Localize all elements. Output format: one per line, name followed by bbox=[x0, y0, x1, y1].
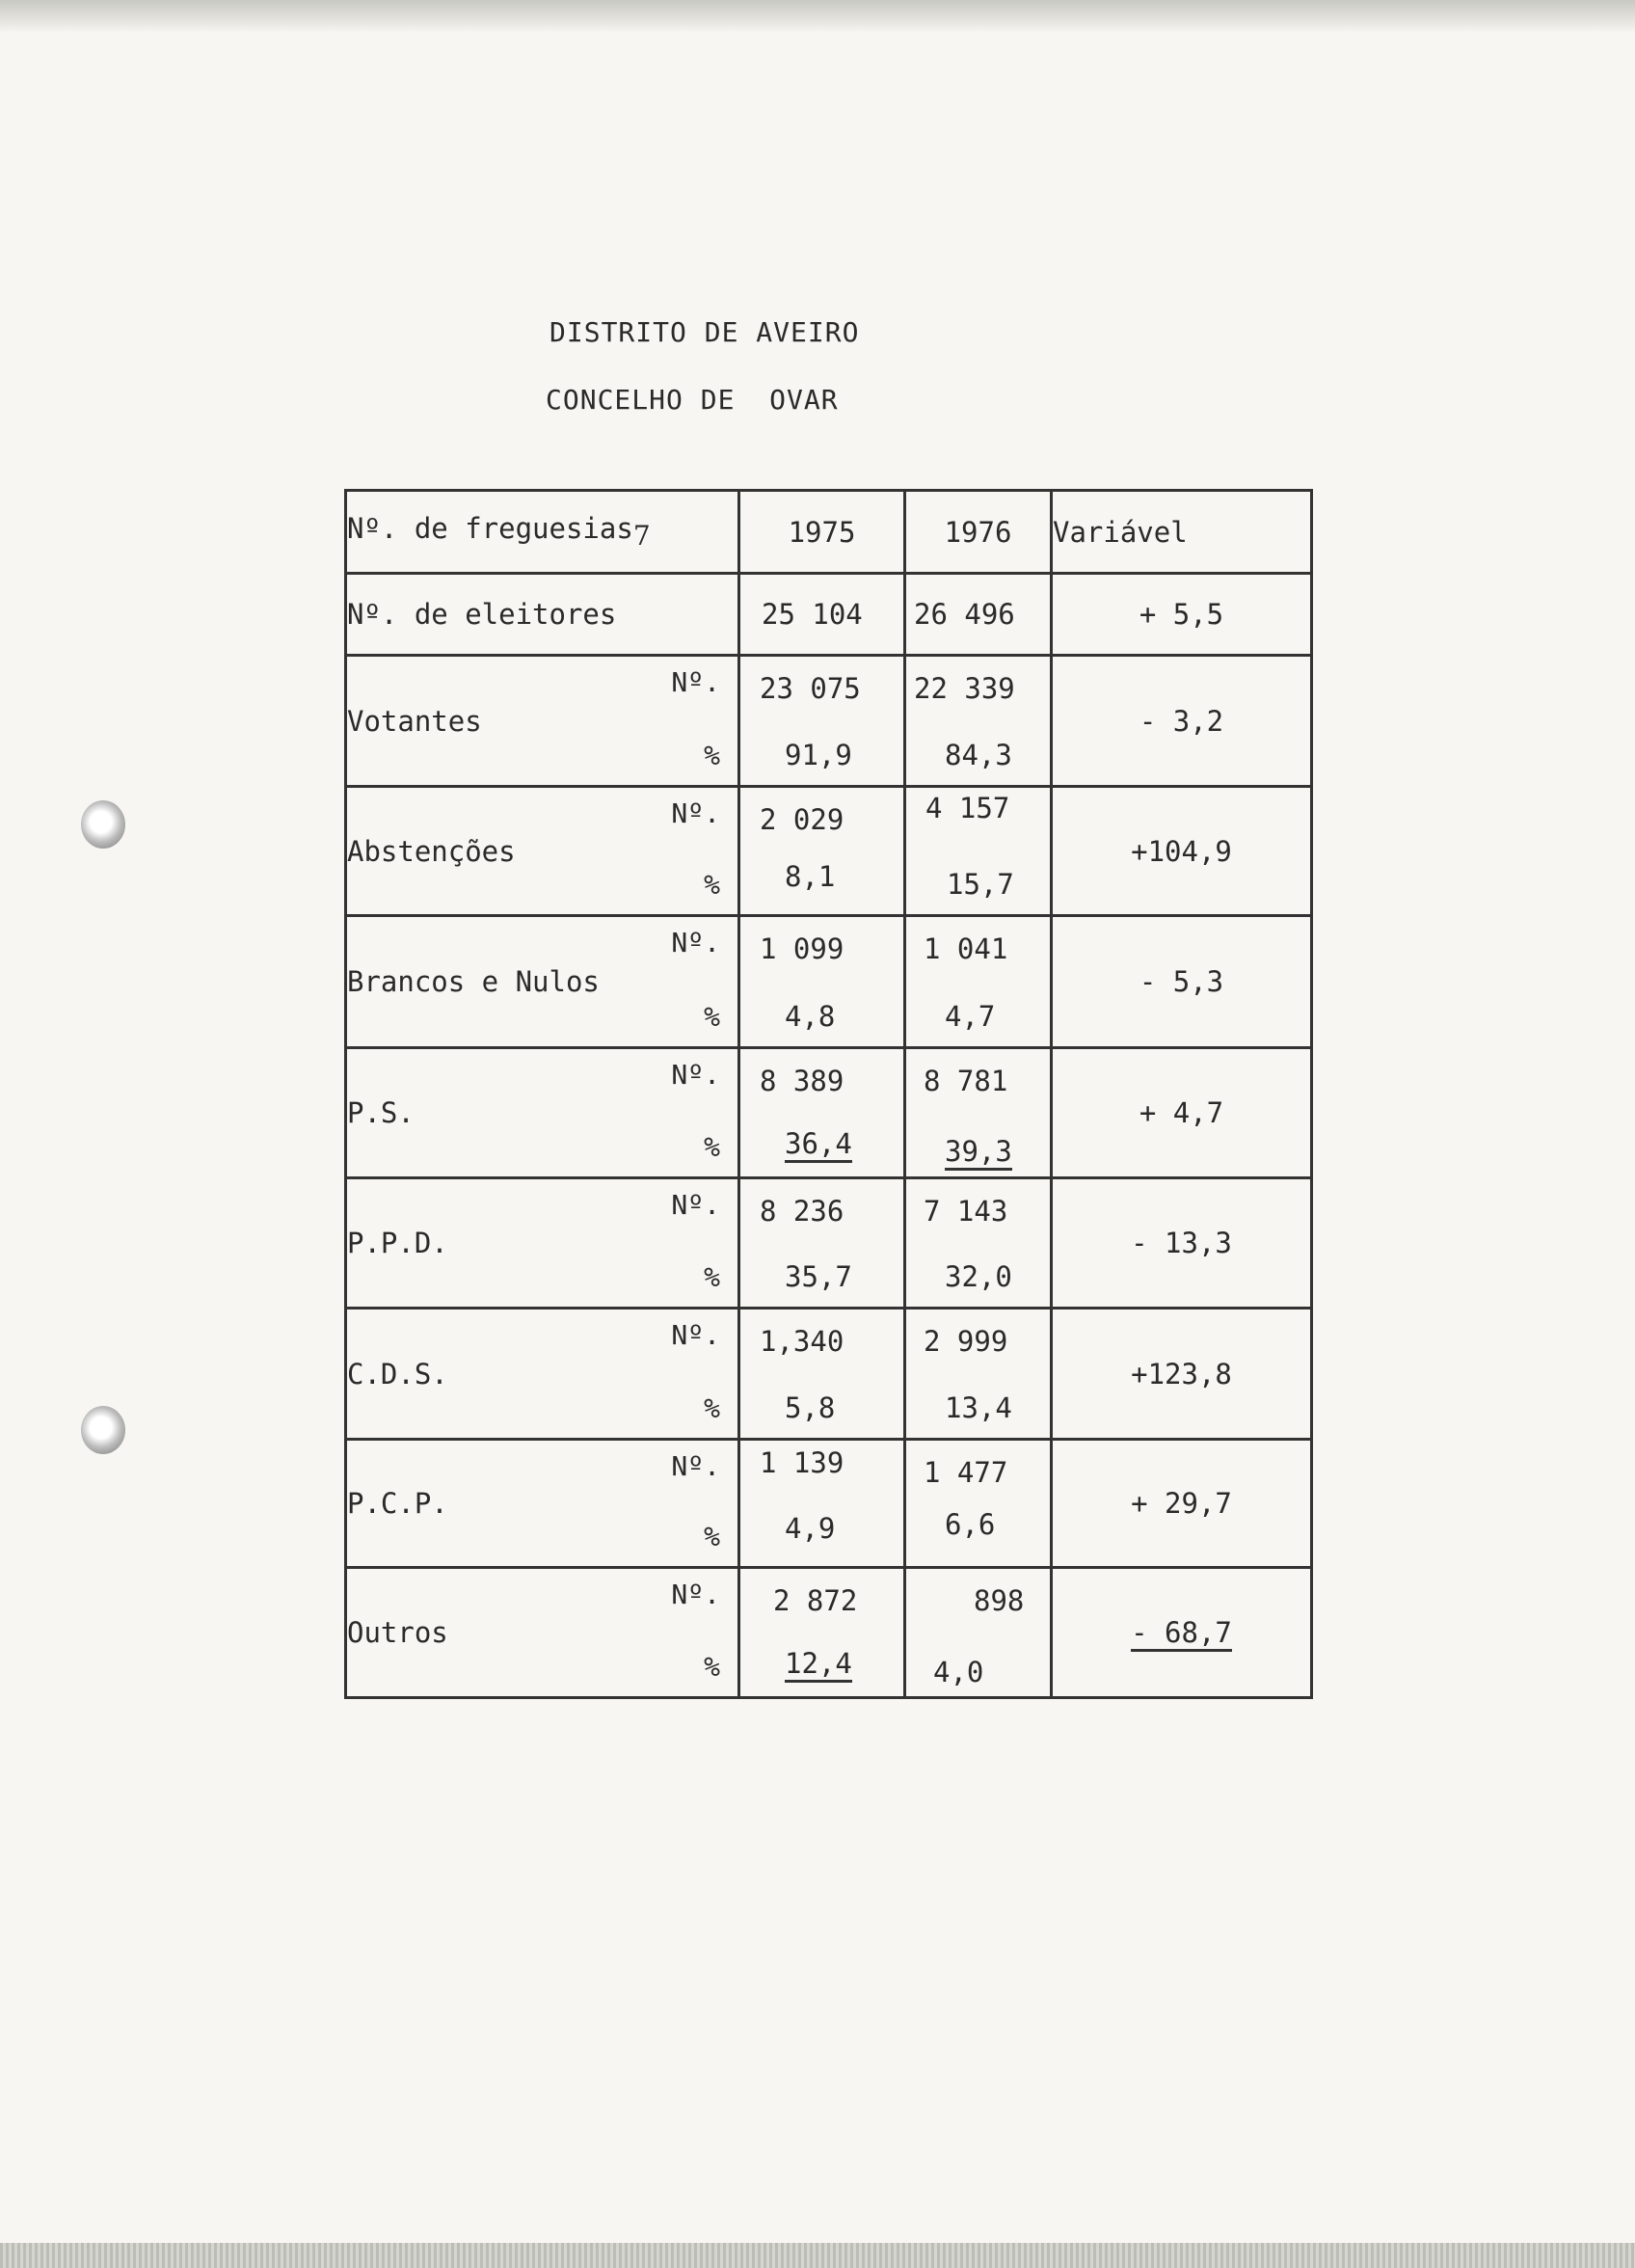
header-row bbox=[346, 491, 1312, 574]
row-label: P.P.D. bbox=[347, 1227, 448, 1259]
pct-label: % bbox=[704, 1001, 720, 1033]
header-freguesias-count: 7 bbox=[632, 519, 651, 552]
value-n-1976: 1 477 bbox=[924, 1456, 1008, 1489]
row-cell-1975 bbox=[739, 1309, 905, 1440]
row-variavel bbox=[1052, 1568, 1312, 1698]
row-cell-label bbox=[346, 1309, 739, 1440]
row-cell-label bbox=[346, 1048, 739, 1178]
row-cell-1976 bbox=[905, 1048, 1052, 1178]
table-row bbox=[346, 916, 1312, 1048]
election-results-table bbox=[344, 489, 1313, 1699]
row-cell-1976 bbox=[905, 656, 1052, 787]
document-title: DISTRITO DE AVEIRO bbox=[549, 316, 860, 348]
pct-label: % bbox=[704, 1131, 720, 1163]
value-p-1975: 4,8 bbox=[785, 1000, 836, 1033]
value-n-1975: 2 872 bbox=[773, 1584, 858, 1617]
row-cell-label bbox=[346, 1440, 739, 1568]
table-row bbox=[346, 656, 1312, 787]
row-variavel: + 29,7 bbox=[1052, 1440, 1312, 1568]
value-p-1975: 36,4 bbox=[785, 1127, 852, 1163]
row-variavel: +123,8 bbox=[1052, 1309, 1312, 1440]
row-cell-label bbox=[346, 916, 739, 1048]
table-row bbox=[346, 1048, 1312, 1178]
value-n-1976: 8 781 bbox=[924, 1065, 1008, 1097]
table-row bbox=[346, 1309, 1312, 1440]
row-cell-1975 bbox=[739, 1048, 905, 1178]
value-p-1975: 4,9 bbox=[785, 1512, 836, 1545]
row-cell-1975 bbox=[739, 916, 905, 1048]
row-variavel: - 3,2 bbox=[1052, 656, 1312, 787]
table-row bbox=[346, 1440, 1312, 1568]
row-variavel: - 13,3 bbox=[1052, 1178, 1312, 1309]
value-n-1975: 1 139 bbox=[760, 1446, 844, 1479]
punch-hole-icon bbox=[81, 800, 125, 849]
row-cell-1976 bbox=[905, 916, 1052, 1048]
row-cell-1975 bbox=[739, 787, 905, 916]
row-cell-1975 bbox=[739, 1440, 905, 1568]
value-p-1976: 13,4 bbox=[945, 1391, 1012, 1424]
table-row bbox=[346, 787, 1312, 916]
eleitores-1976: 26 496 bbox=[905, 574, 1052, 656]
value-p-1976: 39,3 bbox=[945, 1135, 1012, 1171]
pct-label: % bbox=[704, 1261, 720, 1293]
value-n-1976: 22 339 bbox=[914, 672, 1015, 705]
value-n-1976: 1 041 bbox=[924, 932, 1008, 965]
table-row bbox=[346, 1178, 1312, 1309]
header-year-1975: 1975 bbox=[739, 491, 905, 574]
value-p-1975: 5,8 bbox=[785, 1391, 836, 1424]
row-cell-label bbox=[346, 656, 739, 787]
value-p-1976: 4,7 bbox=[945, 1000, 996, 1033]
punch-hole-icon bbox=[81, 1406, 125, 1454]
row-cell-1976 bbox=[905, 1309, 1052, 1440]
num-label: Nº. bbox=[671, 927, 720, 958]
num-label: Nº. bbox=[671, 666, 720, 698]
value-n-1976: 4 157 bbox=[925, 792, 1010, 824]
value-p-1975: 91,9 bbox=[785, 739, 852, 771]
value-n-1975: 1 099 bbox=[760, 932, 844, 965]
num-label: Nº. bbox=[671, 1579, 720, 1610]
value-n-1975: 2 029 bbox=[760, 803, 844, 836]
pct-label: % bbox=[704, 1651, 720, 1683]
num-label: Nº. bbox=[671, 1189, 720, 1221]
value-n-1975: 8 236 bbox=[760, 1195, 844, 1228]
pct-label: % bbox=[704, 1392, 720, 1424]
eleitores-1975: 25 104 bbox=[739, 574, 905, 656]
num-label: Nº. bbox=[671, 797, 720, 829]
pct-label: % bbox=[704, 869, 720, 901]
num-label: Nº. bbox=[671, 1059, 720, 1091]
row-label: Brancos e Nulos bbox=[347, 965, 600, 998]
row-variavel-value: - 68,7 bbox=[1131, 1616, 1232, 1652]
row-label: Votantes bbox=[347, 704, 482, 738]
row-label: C.D.S. bbox=[347, 1357, 448, 1390]
row-cell-1975 bbox=[739, 656, 905, 787]
value-p-1976: 6,6 bbox=[945, 1508, 996, 1541]
value-p-1975: 35,7 bbox=[785, 1260, 852, 1293]
row-label: P.C.P. bbox=[347, 1487, 448, 1520]
value-n-1975: 23 075 bbox=[760, 672, 861, 705]
eleitores-label: Nº. de eleitores bbox=[346, 574, 739, 656]
scan-top-edge bbox=[0, 0, 1635, 33]
value-p-1976: 15,7 bbox=[947, 868, 1014, 901]
row-cell-1976 bbox=[905, 1440, 1052, 1568]
row-variavel: +104,9 bbox=[1052, 787, 1312, 916]
row-cell-1975 bbox=[739, 1178, 905, 1309]
row-label: Outros bbox=[347, 1616, 448, 1649]
value-p-1976: 32,0 bbox=[945, 1260, 1012, 1293]
row-label: Abstenções bbox=[347, 834, 516, 868]
value-n-1976: 7 143 bbox=[924, 1195, 1008, 1228]
num-label: Nº. bbox=[671, 1319, 720, 1351]
document-subtitle: CONCELHO DE OVAR bbox=[546, 384, 839, 416]
row-cell-label bbox=[346, 1568, 739, 1698]
header-freguesias-label: Nº. de freguesias bbox=[347, 512, 633, 546]
value-p-1975: 8,1 bbox=[785, 860, 836, 893]
row-cell-1976 bbox=[905, 787, 1052, 916]
pct-label: % bbox=[704, 1521, 720, 1552]
row-cell-label bbox=[346, 1178, 739, 1309]
row-label: P.S. bbox=[347, 1096, 415, 1129]
row-cell-label bbox=[346, 787, 739, 916]
row-cell-1976 bbox=[905, 1568, 1052, 1698]
scan-bottom-edge bbox=[0, 2243, 1635, 2268]
header-freguesias bbox=[346, 491, 739, 574]
eleitores-row bbox=[346, 574, 1312, 656]
value-p-1976: 84,3 bbox=[945, 739, 1012, 771]
table-row bbox=[346, 1568, 1312, 1698]
header-variavel: Variável bbox=[1052, 491, 1312, 574]
value-p-1976: 4,0 bbox=[933, 1656, 984, 1688]
value-n-1975: 8 389 bbox=[760, 1065, 844, 1097]
eleitores-variavel: + 5,5 bbox=[1052, 574, 1312, 656]
value-p-1975: 12,4 bbox=[785, 1647, 852, 1683]
row-variavel: + 4,7 bbox=[1052, 1048, 1312, 1178]
row-cell-1976 bbox=[905, 1178, 1052, 1309]
row-cell-1975 bbox=[739, 1568, 905, 1698]
value-n-1976: 2 999 bbox=[924, 1325, 1008, 1358]
pct-label: % bbox=[704, 740, 720, 771]
num-label: Nº. bbox=[671, 1450, 720, 1482]
value-n-1976: 898 bbox=[974, 1584, 1025, 1617]
value-n-1975: 1,340 bbox=[760, 1325, 844, 1358]
row-variavel: - 5,3 bbox=[1052, 916, 1312, 1048]
header-year-1976: 1976 bbox=[905, 491, 1052, 574]
